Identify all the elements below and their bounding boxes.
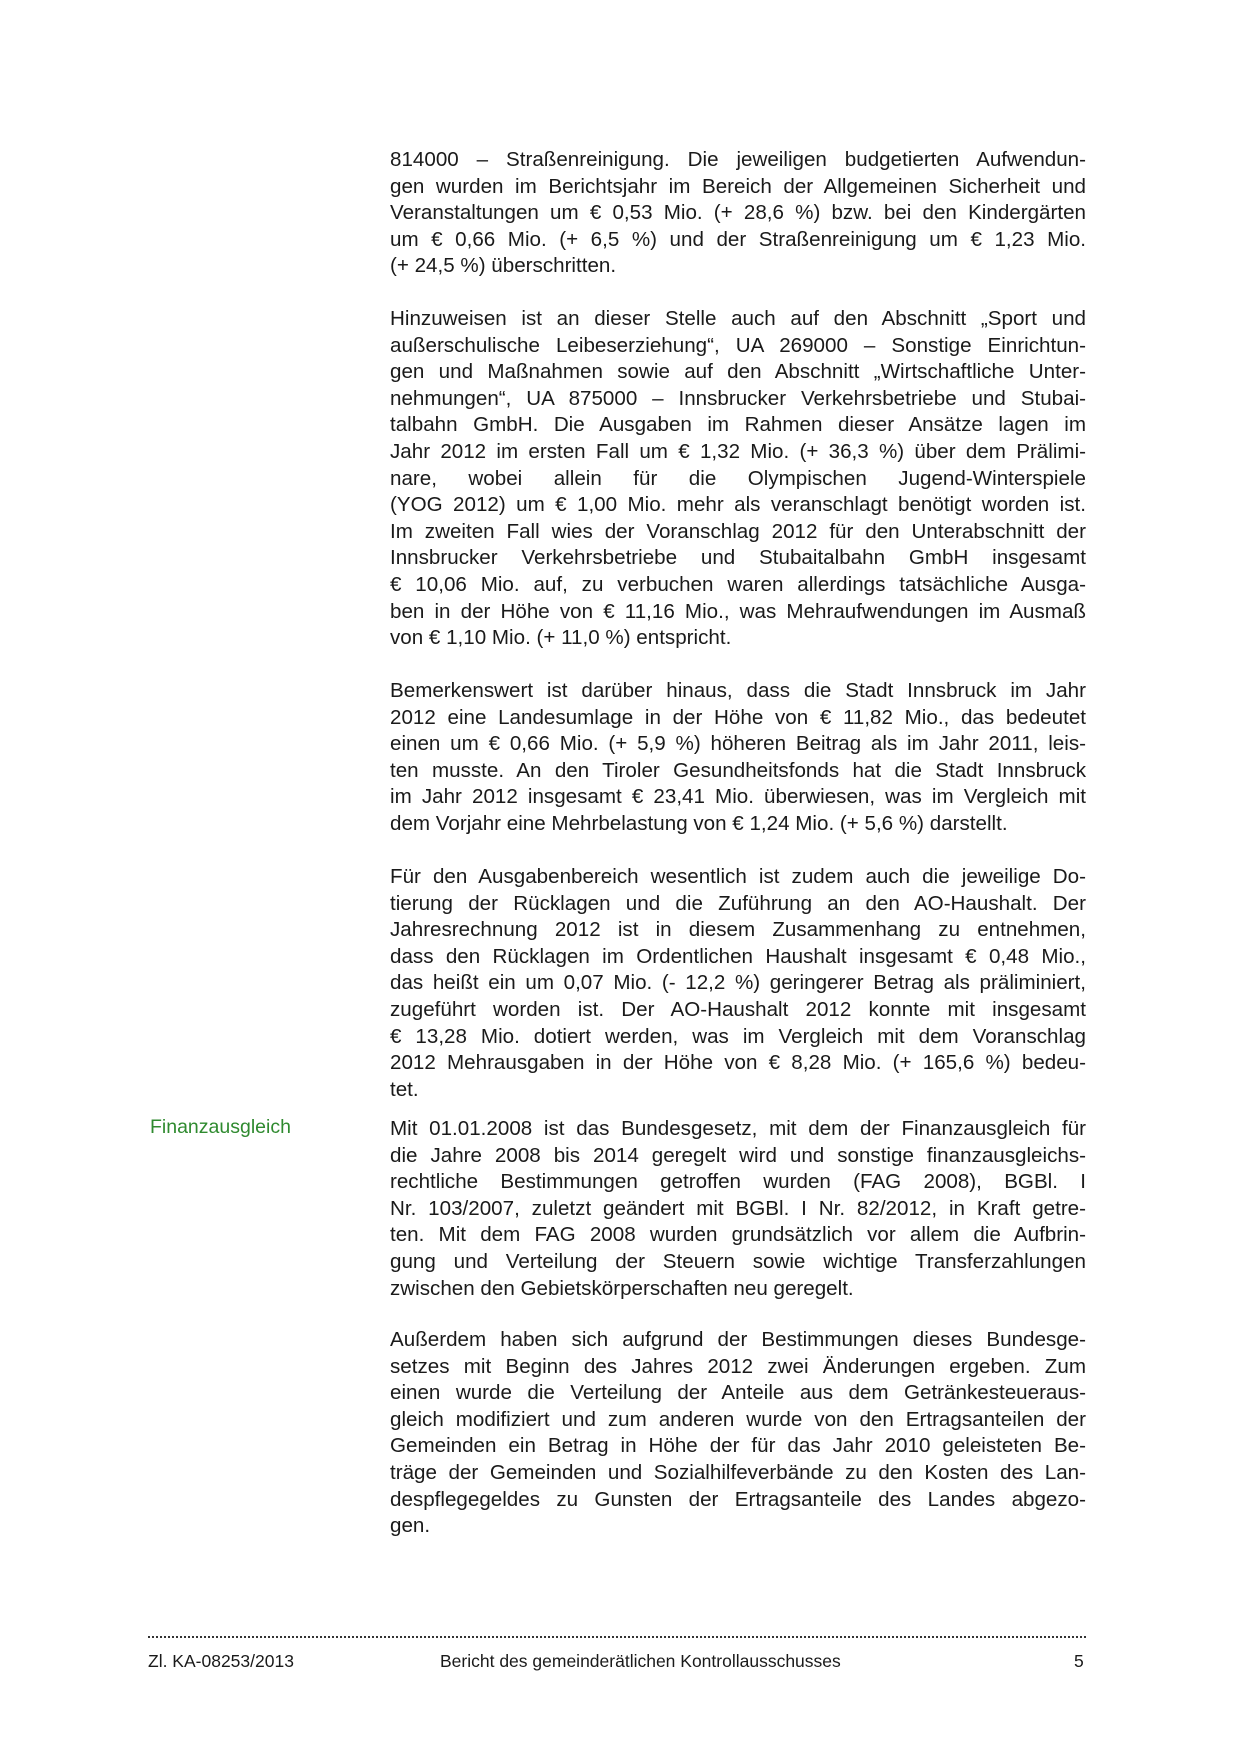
text-line: Im zweiten Fall wies der Voranschlag 2012 für den Unterabschnitt der [390,519,1086,543]
text-line: talbahn GmbH. Die Ausgaben im Rahmen dieser Ansätze lagen im [390,413,1086,437]
text-line: außerschulische Leibeserziehung“, UA 269000 – Sonstige Einrichtun- [390,333,1086,357]
text-line: träge der Gemeinden und Sozialhilfeverbände zu den Kosten des Lan- [390,1460,1086,1484]
text-line: die Jahre 2008 bis 2014 geregelt wird und sonstige finanzausgleichs- [390,1143,1086,1167]
paragraph-6 [390,1327,1086,1540]
text-line: setzes mit Beginn des Jahres 2012 zwei Änderungen ergeben. Zum [390,1354,1086,1378]
text-line: Nr. 103/2007, zuletzt geändert mit BGBl. I Nr. 82/2012, in Kraft getre- [390,1196,1086,1220]
text-line: zugeführt worden ist. Der AO-Haushalt 2012 konnte mit insgesamt [390,997,1086,1021]
text-line: gen wurden im Berichtsjahr im Bereich der Allgemeinen Sicherheit und [390,174,1086,198]
text-line: despflegegeldes zu Gunsten der Ertragsanteile des Landes abgezo- [390,1487,1086,1511]
text-line: ten. Mit dem FAG 2008 wurden grundsätzlich vor allem die Aufbrin- [390,1223,1086,1247]
text-line: Hinzuweisen ist an dieser Stelle auch auf den Abschnitt „Sport und [390,307,1086,330]
text-line: (+ 24,5 %) überschritten. [390,254,617,278]
text-line: dem Vorjahr eine Mehrbelastung von € 1,24 Mio. (+ 5,6 %) darstellt. [390,811,1008,835]
paragraph-3 [390,678,1086,838]
text-line: um € 0,66 Mio. (+ 6,5 %) und der Straßenreinigung um € 1,23 Mio. [390,227,1086,251]
text-line: Außerdem haben sich aufgrund der Bestimmungen dieses Bundesge- [390,1328,1086,1351]
text-line: Für den Ausgabenbereich wesentlich ist zudem auch die jeweilige Do- [390,865,1086,888]
text-line: 2012 Mehrausgaben in der Höhe von € 8,28 Mio. (+ 165,6 %) bedeu- [390,1051,1086,1075]
text-line: das heißt ein um 0,07 Mio. (- 12,2 %) geringerer Betrag als präliminiert, [390,971,1086,995]
text-line: gen und Maßnahmen sowie auf den Abschnitt „Wirtschaftliche Unter- [390,360,1086,384]
paragraph-2 [390,306,1086,652]
text-line: im Jahr 2012 insgesamt € 23,41 Mio. überwiesen, was im Vergleich mit [390,785,1086,809]
text-line: € 13,28 Mio. dotiert werden, was im Vergleich mit dem Voranschlag [390,1024,1086,1048]
text-line: einen um € 0,66 Mio. (+ 5,9 %) höheren Beitrag als im Jahr 2011, leis- [390,732,1086,756]
text-line: nehmungen“, UA 875000 – Innsbrucker Verkehrsbetriebe und Stubai- [390,386,1086,410]
text-line: Gemeinden ein Betrag in Höhe der für das Jahr 2010 geleisteten Be- [390,1434,1086,1458]
footer-title: Bericht des gemeinderätlichen Kontrollausschusses [440,1651,841,1671]
text-line: 2012 eine Landesumlage in der Höhe von € 11,82 Mio., das bedeutet [390,705,1086,729]
text-line: (YOG 2012) um € 1,00 Mio. mehr als veranschlagt benötigt worden ist. [390,493,1086,517]
text-line: zwischen den Gebietskörperschaften neu geregelt. [390,1276,854,1300]
text-line: Bemerkenswert ist darüber hinaus, dass die Stadt Innsbruck im Jahr [390,679,1086,702]
text-line: gen. [390,1514,431,1538]
paragraph-4 [390,864,1086,1103]
footer-reference: Zl. KA-08253/2013 [148,1651,294,1671]
text-line: Veranstaltungen um € 0,53 Mio. (+ 28,6 %) bzw. bei den Kindergärten [390,201,1086,225]
paragraph-1 [390,147,1086,280]
text-line: € 10,06 Mio. auf, zu verbuchen waren allerdings tatsächliche Ausga- [390,572,1086,596]
text-line: gleich modifiziert und zum anderen wurde von den Ertragsanteilen der [390,1407,1086,1431]
text-line: Mit 01.01.2008 ist das Bundesgesetz, mit dem der Finanzausgleich für [390,1117,1086,1140]
text-line: tierung der Rücklagen und die Zuführung an den AO-Haushalt. Der [390,891,1086,915]
text-line: 814000 – Straßenreinigung. Die jeweiligen budgetierten Aufwendun- [390,148,1086,171]
text-line: gung und Verteilung der Steuern sowie wichtige Transferzahlungen [390,1249,1086,1273]
page-number: 5 [1074,1651,1084,1671]
text-line: Innsbrucker Verkehrsbetriebe und Stubaitalbahn GmbH insgesamt [390,546,1086,570]
text-line: ten musste. An den Tiroler Gesundheitsfonds hat die Stadt Innsbruck [390,758,1086,782]
text-line: einen wurde die Verteilung der Anteile aus dem Getränkesteueraus- [390,1381,1086,1405]
text-line: Jahr 2012 im ersten Fall um € 1,32 Mio. (+ 36,3 %) über dem Prälimi- [390,439,1086,463]
text-line: rechtliche Bestimmungen getroffen wurden (FAG 2008), BGBl. I [390,1170,1086,1194]
text-line: dass den Rücklagen im Ordentlichen Haushalt insgesamt € 0,48 Mio., [390,944,1086,968]
footer-divider [148,1636,1086,1638]
text-line: nare, wobei allein für die Olympischen Jugend-Winterspiele [390,466,1086,490]
margin-heading-finanzausgleich: Finanzausgleich [150,1116,291,1138]
text-line: Jahresrechnung 2012 ist in diesem Zusammenhang zu entnehmen, [390,918,1086,942]
text-line: von € 1,10 Mio. (+ 11,0 %) entspricht. [390,626,732,650]
text-line: ben in der Höhe von € 11,16 Mio., was Mehraufwendungen im Ausmaß [390,599,1086,623]
paragraph-5 [390,1116,1086,1302]
text-line: tet. [390,1077,419,1101]
